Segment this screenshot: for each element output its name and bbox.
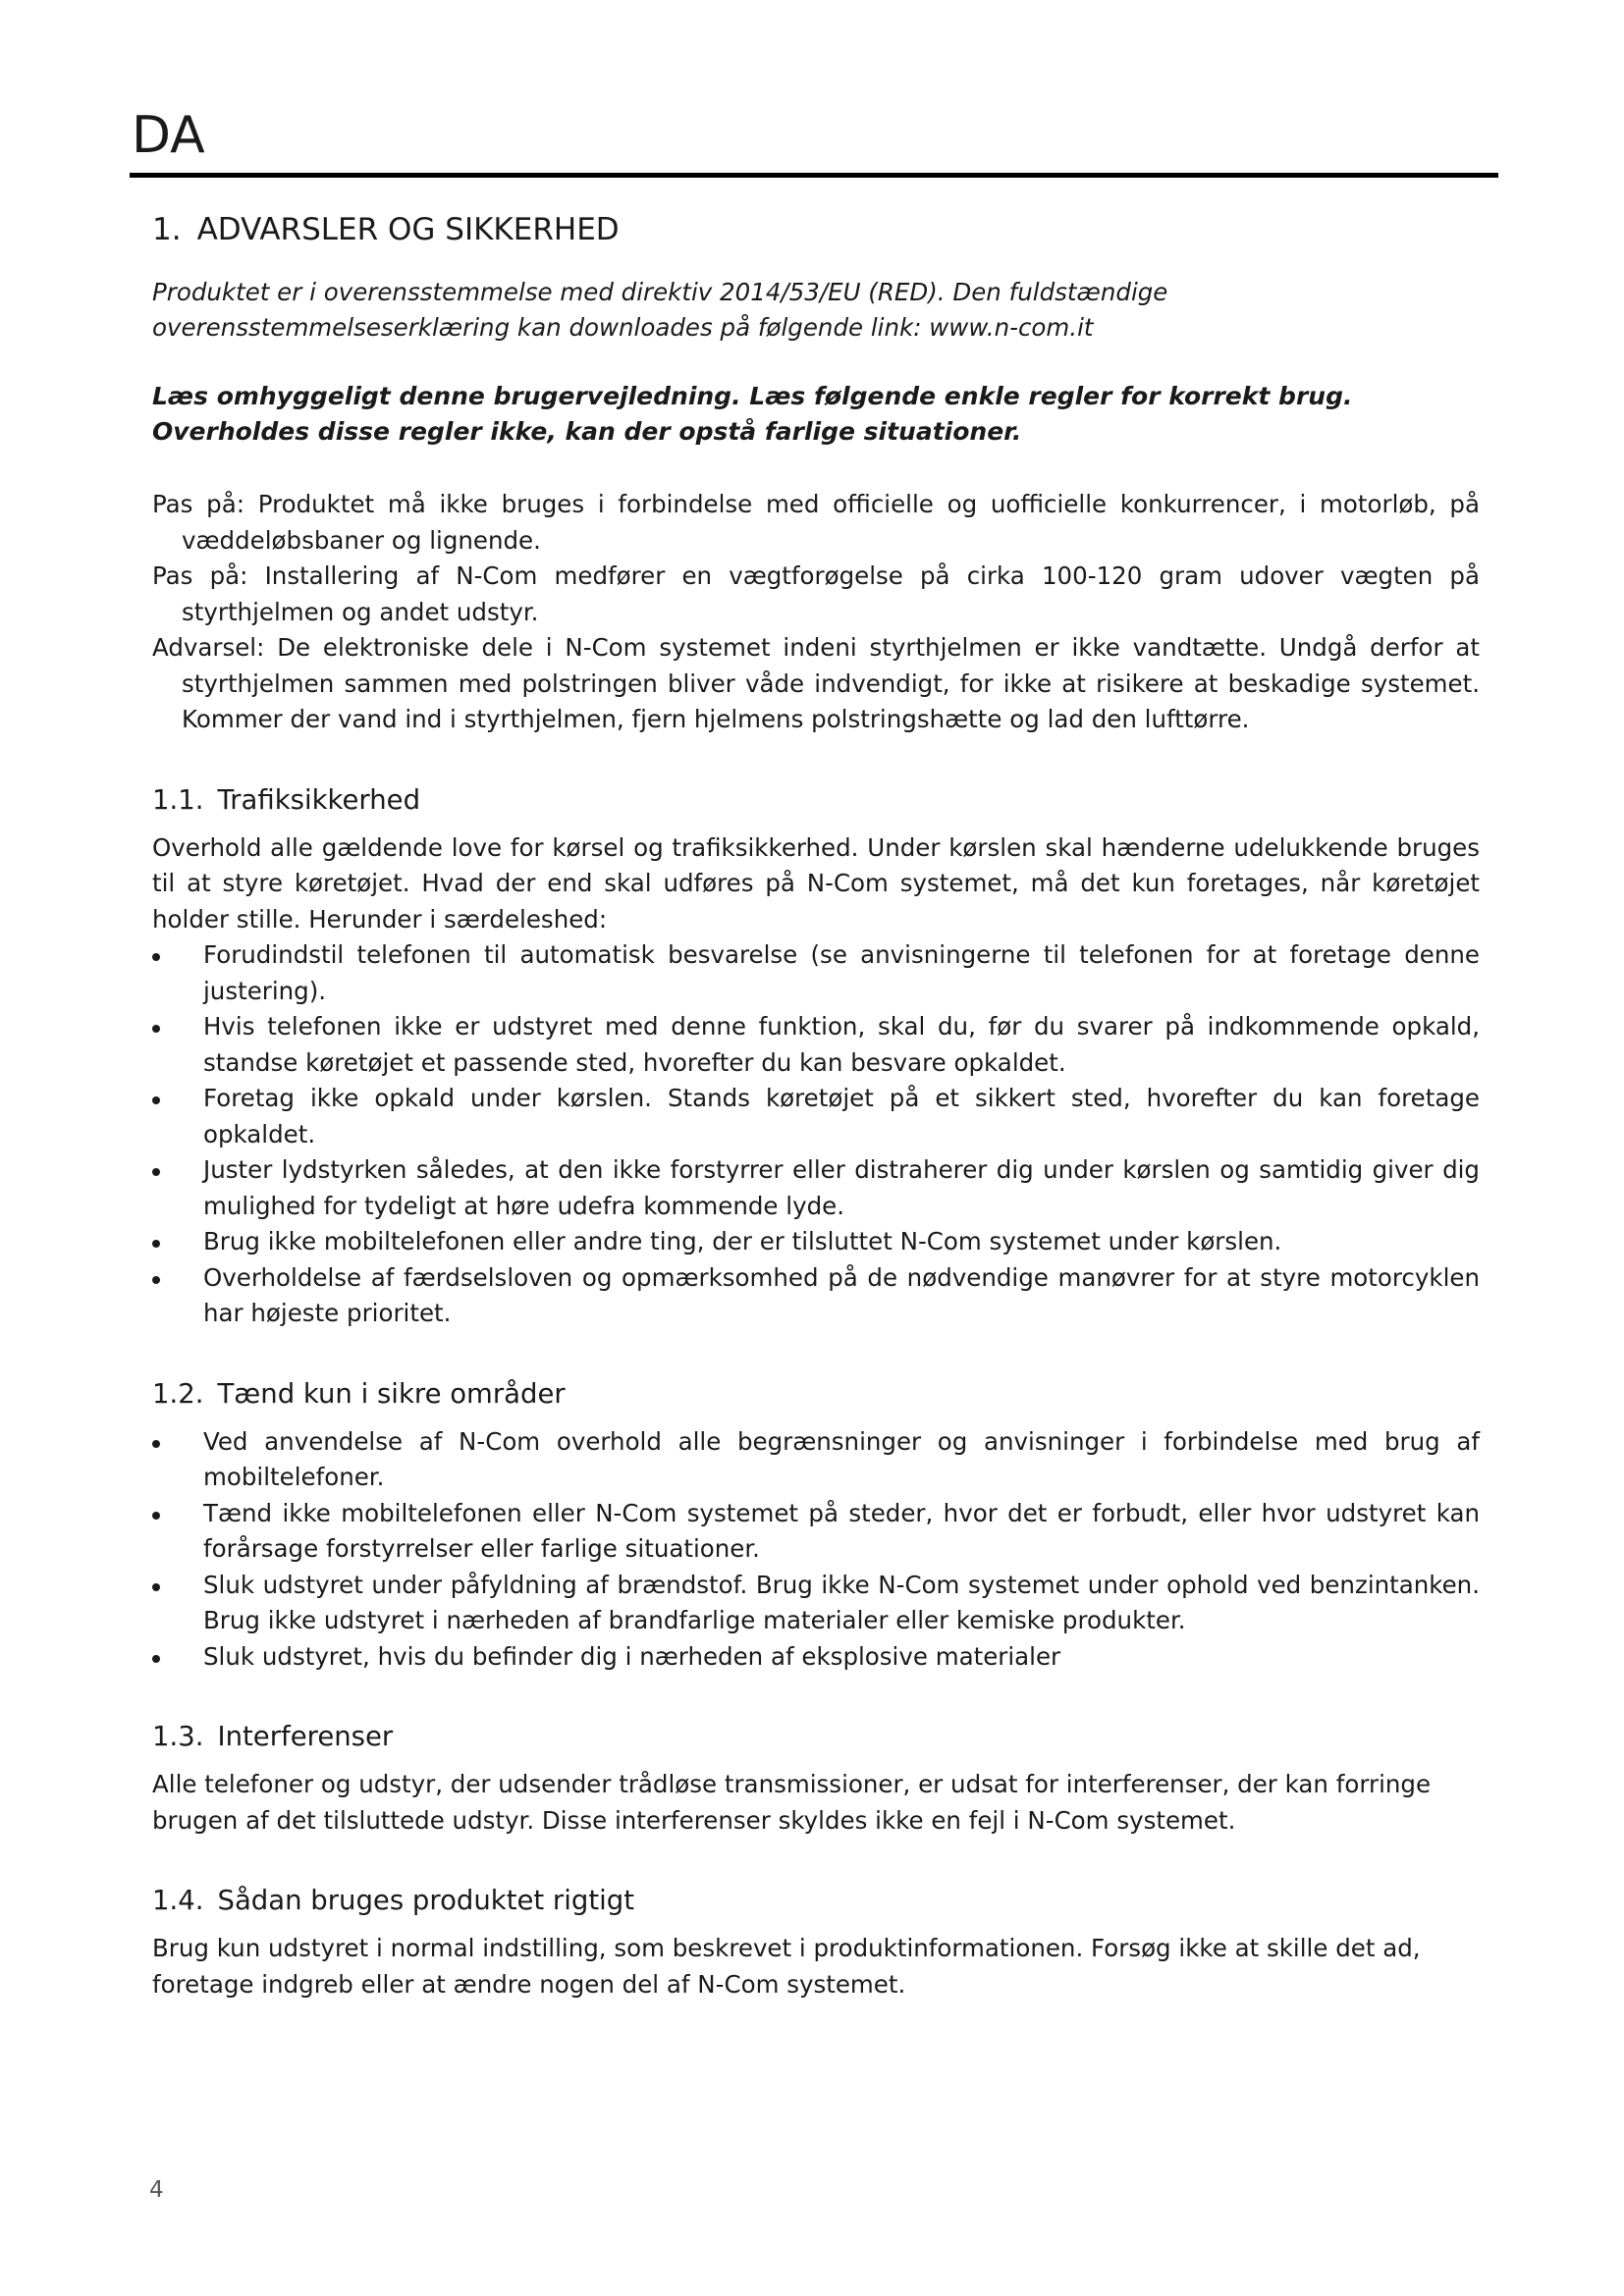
bullet-icon [152, 1655, 160, 1663]
bullet-icon [152, 1583, 160, 1591]
list-item-text: Foretag ikke opkald under kørslen. Stands køretøjet på et sikkert sted, hvorefter du kan foretage opkaldet. [203, 1084, 1480, 1148]
warning-item [152, 487, 1480, 559]
warning-text: Installering af N-Com medfører en vægtforøgelse på cirka 100-120 gram udover vægten på styrthjelmen og andet udstyr. [182, 561, 1480, 626]
section-1-3-title: Interferenser [217, 1721, 394, 1752]
section-1-4-number: 1.4. [152, 1885, 204, 1916]
language-code: DA [132, 106, 205, 165]
list-item [152, 1081, 1480, 1152]
section-1-2-title: Tænd kun i sikre områder [217, 1377, 566, 1410]
warning-text: Produktet må ikke bruges i forbindelse med officielle og uofficielle konkurrencer, i motorløb, på væddeløbsbaner og lignende. [182, 490, 1480, 555]
reading-notice: Læs omhyggeligt denne brugervejledning. Læs følgende enkle regler for korrekt brug. Overholdes disse regler ikke, kan der opstå farlige situationer. [152, 382, 1353, 446]
bullet-icon [152, 1276, 160, 1284]
list-item-text: Ved anvendelse af N-Com overhold alle begrænsninger og anvisninger i forbindelse med brug af mobiltelefoner. [203, 1426, 1480, 1491]
bullet-icon [152, 1512, 160, 1520]
section-1-2-heading [152, 1375, 1480, 1413]
section-1-heading [152, 210, 1480, 249]
content [152, 210, 1480, 2002]
bullet-icon [152, 1168, 160, 1176]
section-1-number: 1. [152, 212, 182, 247]
list-item-text: Forudindstil telefonen til automatisk besvarelse (se anvisningerne til telefonen for at foretage denne justering). [203, 940, 1480, 1005]
list-item-text: Brug ikke mobiltelefonen eller andre ting, der er tilsluttet N-Com systemet under kørslen. [203, 1227, 1282, 1255]
list-item [152, 1639, 1480, 1676]
bullet-icon [152, 1240, 160, 1248]
section-1-1-title: Trafiksikkerhed [217, 783, 421, 816]
list-item-text: Tænd ikke mobiltelefonen eller N-Com systemet på steder, hvor det er forbudt, eller hvor udstyret kan forårsage forstyrrelser eller farlige situationer. [203, 1498, 1480, 1563]
warning-label: Pas på: [152, 490, 244, 518]
section-1-1-body: Overhold alle gældende love for kørsel og trafiksikkerhed. Under kørslen skal hænderne udelukkende bruges til at styre køretøjet. Hvad der end skal udføres på N-Com systemet, må det kun foretages, når køretøjet holder stille. Herunder i særdeleshed: [152, 832, 1480, 934]
section-1-3-body: Alle telefoner og udstyr, der udsender trådløse transmissioner, er udsat for interferenser, der kan forringe brugen af det tilsluttede udstyr. Disse interferenser skyldes ikke en fejl i N-Com systemet. [152, 1770, 1432, 1835]
list-item [152, 1260, 1480, 1332]
list-item-text: Overholdelse af færdselsloven og opmærksomhed på de nødvendige manøvrer for at styre motorcyklen har højeste prioritet. [203, 1262, 1480, 1327]
page-number: 4 [149, 2177, 164, 2203]
list-item-text: Sluk udstyret under påfyldning af brændstof. Brug ikke N-Com systemet under ophold ved benzintanken. Brug ikke udstyret i nærheden af brandfarlige materialer eller kemiske produkter. [203, 1570, 1480, 1634]
warning-item [152, 630, 1480, 738]
section-1-1-list [152, 937, 1480, 1332]
section-1-1-number: 1.1. [152, 783, 204, 816]
section-1-title: ADVARSLER OG SIKKERHED [196, 212, 620, 247]
warnings [152, 487, 1480, 738]
section-1-4-title: Sådan bruges produktet rigtigt [217, 1885, 634, 1916]
list-item [152, 1009, 1480, 1081]
list-item-text: Juster lydstyrken således, at den ikke forstyrrer eller distraherer dig under kørslen og samtidig giver dig mulighed for tydeligt at høre udefra kommende lyde. [203, 1155, 1480, 1220]
list-item [152, 1152, 1480, 1224]
conformity-statement: Produktet er i overensstemmelse med direktiv 2014/53/EU (RED). Den fuldstændige overensstemmelseserklæring kan downloades på følgende link: www.n-com.it [152, 278, 1168, 342]
list-item [152, 937, 1480, 1009]
bullet-icon [152, 953, 160, 961]
warning-label: Pas på: [152, 561, 248, 590]
warning-label: Advarsel: [152, 633, 265, 662]
section-1-3 [152, 1718, 1480, 1839]
section-1-1 [152, 781, 1480, 1332]
list-item [152, 1424, 1480, 1496]
list-item [152, 1568, 1480, 1639]
header-rule [130, 173, 1498, 178]
section-1-2 [152, 1375, 1480, 1676]
list-item [152, 1224, 1480, 1260]
section-1-2-list [152, 1424, 1480, 1676]
section-1-4-body: Brug kun udstyret i normal indstilling, som beskrevet i produktinformationen. Forsøg ikke at skille det ad, foretage indgreb eller at ændre nogen del af N-Com systemet. [152, 1934, 1421, 1999]
warning-item [152, 559, 1480, 630]
section-1-4-heading [152, 1882, 1480, 1919]
list-item-text: Hvis telefonen ikke er udstyret med denne funktion, skal du, før du svarer på indkommende opkald, standse køretøjet et passende sted, hvorefter du kan besvare opkaldet. [203, 1012, 1480, 1077]
section-1-2-number: 1.2. [152, 1377, 204, 1410]
section-1-3-heading [152, 1718, 1480, 1755]
list-item [152, 1496, 1480, 1568]
bullet-icon [152, 1440, 160, 1448]
warning-text: De elektroniske dele i N-Com systemet indeni styrthjelmen er ikke vandtætte. Undgå derfor at styrthjelmen sammen med polstringen bliver våde indvendigt, for ikke at risikere at beskadige systemet. Kommer der vand ind i styrthjelmen, fjern hjelmens polstringshætte og lad den lufttørre. [182, 633, 1480, 733]
section-1-3-number: 1.3. [152, 1721, 204, 1752]
section-1-1-heading [152, 781, 1480, 819]
section-1-4 [152, 1882, 1480, 2002]
bullet-icon [152, 1096, 160, 1104]
list-item-text: Sluk udstyret, hvis du befinder dig i nærheden af eksplosive materialer [203, 1641, 1061, 1671]
bullet-icon [152, 1025, 160, 1033]
